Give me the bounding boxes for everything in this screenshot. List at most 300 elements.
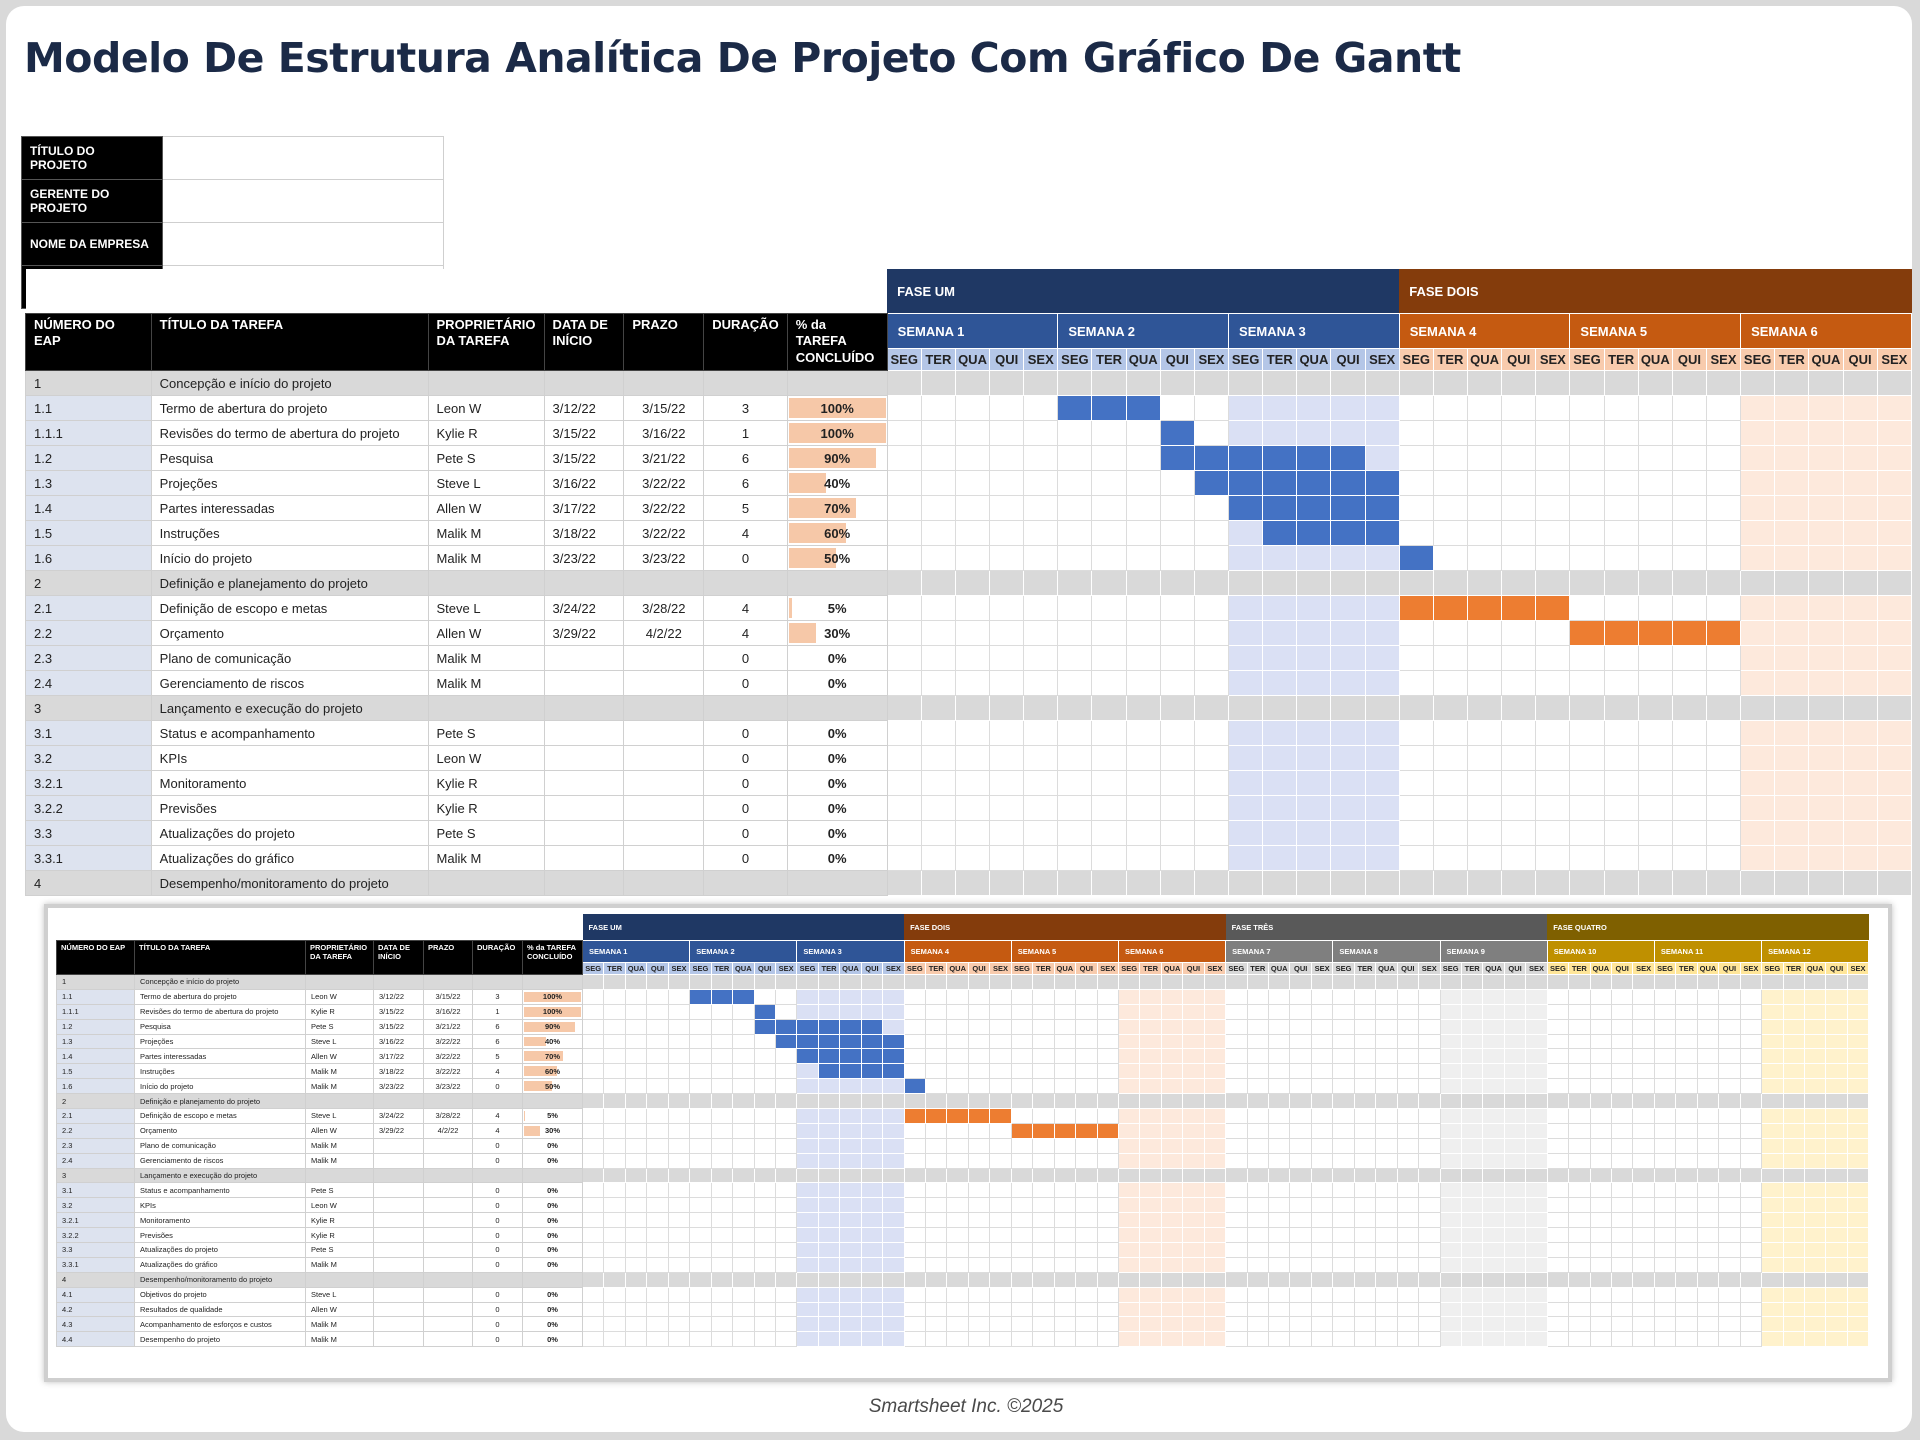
gantt-cell[interactable] xyxy=(1269,1213,1290,1228)
gantt-cell[interactable] xyxy=(1297,671,1331,696)
wbs-number[interactable]: 2 xyxy=(26,571,152,596)
start-date[interactable] xyxy=(544,821,624,846)
gantt-cell[interactable] xyxy=(1547,1272,1568,1287)
gantt-cell[interactable] xyxy=(1741,871,1775,896)
gantt-cell[interactable] xyxy=(1526,1138,1547,1153)
gantt-cell[interactable] xyxy=(904,975,925,990)
gantt-cell[interactable] xyxy=(883,1228,904,1243)
gantt-cell[interactable] xyxy=(1397,1064,1418,1079)
task-title[interactable]: Revisões do termo de abertura do projeto xyxy=(151,421,428,446)
gantt-cell[interactable] xyxy=(1226,1272,1247,1287)
gantt-cell[interactable] xyxy=(1054,1243,1075,1258)
gantt-cell[interactable] xyxy=(1809,496,1843,521)
gantt-cell[interactable] xyxy=(968,1049,989,1064)
gantt-cell[interactable] xyxy=(904,1138,925,1153)
gantt-cell[interactable] xyxy=(583,1034,604,1049)
wbs-number[interactable]: 1.4 xyxy=(57,1049,135,1064)
gantt-cell[interactable] xyxy=(1183,1287,1204,1302)
gantt-cell[interactable] xyxy=(1092,496,1126,521)
gantt-cell[interactable] xyxy=(1762,1257,1783,1272)
percent-complete[interactable] xyxy=(523,1034,583,1049)
gantt-cell[interactable] xyxy=(1461,1228,1482,1243)
gantt-cell[interactable] xyxy=(1547,1049,1568,1064)
gantt-cell[interactable] xyxy=(1638,821,1672,846)
gantt-cell[interactable] xyxy=(1672,521,1706,546)
gantt-cell[interactable] xyxy=(1160,621,1194,646)
gantt-cell[interactable] xyxy=(1354,975,1375,990)
gantt-cell[interactable] xyxy=(1654,1079,1675,1094)
gantt-cell[interactable] xyxy=(1226,1034,1247,1049)
gantt-cell[interactable] xyxy=(1570,596,1604,621)
gantt-cell[interactable] xyxy=(1676,1034,1697,1049)
gantt-cell[interactable] xyxy=(1590,1064,1611,1079)
start-date[interactable]: 3/16/22 xyxy=(544,471,624,496)
duration[interactable]: 0 xyxy=(704,796,787,821)
gantt-cell[interactable] xyxy=(1483,1183,1504,1198)
gantt-cell[interactable] xyxy=(840,1064,861,1079)
gantt-cell[interactable] xyxy=(947,1272,968,1287)
gantt-cell[interactable] xyxy=(1676,975,1697,990)
gantt-cell[interactable] xyxy=(1468,671,1502,696)
gantt-cell[interactable] xyxy=(1536,846,1570,871)
gantt-cell[interactable] xyxy=(904,1094,925,1109)
task-owner[interactable]: Pete S xyxy=(428,821,544,846)
gantt-cell[interactable] xyxy=(1331,596,1365,621)
gantt-cell[interactable] xyxy=(1633,1109,1654,1124)
gantt-cell[interactable] xyxy=(1775,821,1809,846)
gantt-cell[interactable] xyxy=(1740,1049,1761,1064)
gantt-cell[interactable] xyxy=(1719,1153,1740,1168)
gantt-cell[interactable] xyxy=(1483,1034,1504,1049)
gantt-cell[interactable] xyxy=(1076,1168,1097,1183)
gantt-cell[interactable] xyxy=(1526,1064,1547,1079)
gantt-cell[interactable] xyxy=(1843,821,1877,846)
gantt-cell[interactable] xyxy=(1676,1228,1697,1243)
task-title[interactable]: Instruções xyxy=(135,1064,306,1079)
due-date[interactable]: 3/16/22 xyxy=(424,1004,473,1019)
gantt-cell[interactable] xyxy=(1058,496,1092,521)
gantt-cell[interactable] xyxy=(1290,1243,1311,1258)
gantt-cell[interactable] xyxy=(754,1243,775,1258)
gantt-cell[interactable] xyxy=(1526,1228,1547,1243)
gantt-cell[interactable] xyxy=(604,975,625,990)
wbs-number[interactable]: 4.3 xyxy=(57,1317,135,1332)
gantt-cell[interactable] xyxy=(1504,1004,1525,1019)
gantt-cell[interactable] xyxy=(1399,796,1433,821)
due-date[interactable] xyxy=(624,796,704,821)
gantt-cell[interactable] xyxy=(733,989,754,1004)
gantt-cell[interactable] xyxy=(754,1257,775,1272)
gantt-cell[interactable] xyxy=(861,1272,882,1287)
start-date[interactable] xyxy=(544,696,624,721)
gantt-cell[interactable] xyxy=(921,421,955,446)
gantt-cell[interactable] xyxy=(1569,1109,1590,1124)
gantt-cell[interactable] xyxy=(1706,696,1740,721)
gantt-cell[interactable] xyxy=(1706,721,1740,746)
gantt-cell[interactable] xyxy=(754,1049,775,1064)
gantt-cell[interactable] xyxy=(1706,471,1740,496)
task-owner[interactable]: Pete S xyxy=(306,1019,374,1034)
gantt-cell[interactable] xyxy=(1076,1287,1097,1302)
gantt-cell[interactable] xyxy=(1783,1064,1804,1079)
gantt-cell[interactable] xyxy=(1706,871,1740,896)
gantt-cell[interactable] xyxy=(1263,771,1297,796)
gantt-cell[interactable] xyxy=(1762,1004,1783,1019)
due-date[interactable] xyxy=(624,821,704,846)
percent-complete[interactable] xyxy=(523,1317,583,1332)
start-date[interactable]: 3/29/22 xyxy=(374,1123,424,1138)
gantt-cell[interactable] xyxy=(1204,1123,1225,1138)
gantt-cell[interactable] xyxy=(1311,1109,1332,1124)
gantt-cell[interactable] xyxy=(904,1243,925,1258)
gantt-cell[interactable] xyxy=(711,1183,732,1198)
start-date[interactable]: 3/24/22 xyxy=(374,1109,424,1124)
gantt-cell[interactable] xyxy=(1547,1123,1568,1138)
gantt-cell[interactable] xyxy=(1468,721,1502,746)
task-owner[interactable]: Malik M xyxy=(306,1079,374,1094)
gantt-cell[interactable] xyxy=(1011,1019,1032,1034)
gantt-cell[interactable] xyxy=(1804,1034,1825,1049)
duration[interactable]: 0 xyxy=(473,1302,523,1317)
gantt-cell[interactable] xyxy=(1399,771,1433,796)
gantt-cell[interactable] xyxy=(1741,771,1775,796)
wbs-number[interactable]: 2.4 xyxy=(26,671,152,696)
gantt-cell[interactable] xyxy=(604,1287,625,1302)
gantt-cell[interactable] xyxy=(1783,1213,1804,1228)
gantt-cell[interactable] xyxy=(1468,796,1502,821)
gantt-cell[interactable] xyxy=(1263,696,1297,721)
gantt-cell[interactable] xyxy=(1826,1257,1847,1272)
gantt-cell[interactable] xyxy=(904,1109,925,1124)
gantt-cell[interactable] xyxy=(1468,571,1502,596)
start-date[interactable] xyxy=(374,1168,424,1183)
gantt-cell[interactable] xyxy=(1011,989,1032,1004)
gantt-cell[interactable] xyxy=(818,1198,839,1213)
gantt-cell[interactable] xyxy=(1502,596,1536,621)
task-title[interactable]: KPIs xyxy=(151,746,428,771)
gantt-cell[interactable] xyxy=(840,1332,861,1347)
gantt-cell[interactable] xyxy=(1783,1153,1804,1168)
gantt-cell[interactable] xyxy=(1569,1168,1590,1183)
gantt-cell[interactable] xyxy=(1092,596,1126,621)
gantt-cell[interactable] xyxy=(1229,696,1263,721)
gantt-cell[interactable] xyxy=(733,1019,754,1034)
gantt-cell[interactable] xyxy=(990,446,1024,471)
gantt-cell[interactable] xyxy=(625,1049,646,1064)
gantt-cell[interactable] xyxy=(947,1034,968,1049)
gantt-cell[interactable] xyxy=(968,1213,989,1228)
task-title[interactable]: Previsões xyxy=(135,1228,306,1243)
gantt-cell[interactable] xyxy=(1160,721,1194,746)
gantt-cell[interactable] xyxy=(1354,1153,1375,1168)
gantt-cell[interactable] xyxy=(1397,1287,1418,1302)
gantt-cell[interactable] xyxy=(1612,1034,1633,1049)
task-title[interactable]: Definição e planejamento do projeto xyxy=(135,1094,306,1109)
gantt-cell[interactable] xyxy=(990,1138,1011,1153)
gantt-cell[interactable] xyxy=(1376,1272,1397,1287)
percent-complete[interactable] xyxy=(787,396,887,421)
gantt-cell[interactable] xyxy=(926,975,947,990)
gantt-cell[interactable] xyxy=(583,1287,604,1302)
gantt-cell[interactable] xyxy=(1740,1079,1761,1094)
gantt-cell[interactable] xyxy=(990,571,1024,596)
gantt-cell[interactable] xyxy=(1461,1317,1482,1332)
gantt-cell[interactable] xyxy=(947,1317,968,1332)
gantt-cell[interactable] xyxy=(1547,975,1568,990)
gantt-cell[interactable] xyxy=(926,1228,947,1243)
task-owner[interactable]: Leon W xyxy=(428,746,544,771)
gantt-cell[interactable] xyxy=(1847,1228,1868,1243)
gantt-cell[interactable] xyxy=(1504,1243,1525,1258)
gantt-cell[interactable] xyxy=(1654,1257,1675,1272)
gantt-cell[interactable] xyxy=(1311,1064,1332,1079)
gantt-cell[interactable] xyxy=(1706,396,1740,421)
gantt-cell[interactable] xyxy=(1847,1198,1868,1213)
gantt-cell[interactable] xyxy=(1076,1243,1097,1258)
gantt-cell[interactable] xyxy=(1468,846,1502,871)
gantt-cell[interactable] xyxy=(1719,1109,1740,1124)
gantt-cell[interactable] xyxy=(1011,1153,1032,1168)
task-owner[interactable]: Leon W xyxy=(306,1198,374,1213)
gantt-cell[interactable] xyxy=(1440,1228,1461,1243)
gantt-cell[interactable] xyxy=(1226,1049,1247,1064)
gantt-cell[interactable] xyxy=(1247,1049,1268,1064)
task-owner[interactable]: Allen W xyxy=(428,496,544,521)
percent-complete[interactable] xyxy=(787,821,887,846)
gantt-cell[interactable] xyxy=(861,1198,882,1213)
gantt-cell[interactable] xyxy=(690,1257,711,1272)
duration[interactable]: 0 xyxy=(704,671,787,696)
task-title[interactable]: Termo de abertura do projeto xyxy=(135,989,306,1004)
task-title[interactable]: Atualizações do gráfico xyxy=(135,1257,306,1272)
gantt-cell[interactable] xyxy=(1058,446,1092,471)
gantt-cell[interactable] xyxy=(583,1079,604,1094)
duration[interactable]: 0 xyxy=(473,1332,523,1347)
gantt-cell[interactable] xyxy=(887,746,921,771)
gantt-cell[interactable] xyxy=(1719,1272,1740,1287)
gantt-cell[interactable] xyxy=(1804,1004,1825,1019)
gantt-cell[interactable] xyxy=(1333,1123,1354,1138)
gantt-cell[interactable] xyxy=(883,1198,904,1213)
gantt-cell[interactable] xyxy=(1570,796,1604,821)
gantt-cell[interactable] xyxy=(1672,471,1706,496)
gantt-cell[interactable] xyxy=(1843,596,1877,621)
gantt-cell[interactable] xyxy=(1719,1123,1740,1138)
gantt-cell[interactable] xyxy=(1269,1153,1290,1168)
wbs-number[interactable]: 2.1 xyxy=(57,1109,135,1124)
gantt-cell[interactable] xyxy=(1590,1302,1611,1317)
gantt-cell[interactable] xyxy=(1741,721,1775,746)
gantt-cell[interactable] xyxy=(955,521,989,546)
gantt-cell[interactable] xyxy=(733,1064,754,1079)
gantt-cell[interactable] xyxy=(711,1109,732,1124)
wbs-number[interactable]: 1.2 xyxy=(57,1019,135,1034)
gantt-cell[interactable] xyxy=(1269,1257,1290,1272)
gantt-cell[interactable] xyxy=(1440,1287,1461,1302)
gantt-cell[interactable] xyxy=(1440,1034,1461,1049)
gantt-cell[interactable] xyxy=(1706,546,1740,571)
gantt-cell[interactable] xyxy=(1547,1183,1568,1198)
gantt-cell[interactable] xyxy=(818,1153,839,1168)
task-owner[interactable]: Leon W xyxy=(428,396,544,421)
gantt-cell[interactable] xyxy=(1826,1317,1847,1332)
gantt-cell[interactable] xyxy=(647,1153,668,1168)
gantt-cell[interactable] xyxy=(1633,1019,1654,1034)
gantt-cell[interactable] xyxy=(1843,871,1877,896)
gantt-cell[interactable] xyxy=(1847,1094,1868,1109)
duration[interactable] xyxy=(473,1272,523,1287)
due-date[interactable]: 3/22/22 xyxy=(424,1034,473,1049)
gantt-cell[interactable] xyxy=(1290,1019,1311,1034)
gantt-cell[interactable] xyxy=(1290,1049,1311,1064)
gantt-cell[interactable] xyxy=(1638,771,1672,796)
gantt-cell[interactable] xyxy=(1194,796,1228,821)
gantt-cell[interactable] xyxy=(1826,1183,1847,1198)
gantt-cell[interactable] xyxy=(1247,1168,1268,1183)
gantt-cell[interactable] xyxy=(625,1332,646,1347)
gantt-cell[interactable] xyxy=(1570,396,1604,421)
gantt-cell[interactable] xyxy=(1433,371,1467,396)
gantt-cell[interactable] xyxy=(1399,496,1433,521)
gantt-cell[interactable] xyxy=(1843,846,1877,871)
gantt-cell[interactable] xyxy=(1847,975,1868,990)
percent-complete[interactable] xyxy=(523,1109,583,1124)
gantt-cell[interactable] xyxy=(1483,1317,1504,1332)
start-date[interactable] xyxy=(374,975,424,990)
gantt-cell[interactable] xyxy=(1483,989,1504,1004)
gantt-cell[interactable] xyxy=(1504,1228,1525,1243)
gantt-cell[interactable] xyxy=(1502,471,1536,496)
gantt-cell[interactable] xyxy=(625,1198,646,1213)
gantt-cell[interactable] xyxy=(1376,1287,1397,1302)
gantt-cell[interactable] xyxy=(1461,1138,1482,1153)
start-date[interactable] xyxy=(374,1257,424,1272)
gantt-cell[interactable] xyxy=(1054,1228,1075,1243)
gantt-cell[interactable] xyxy=(711,1228,732,1243)
gantt-cell[interactable] xyxy=(1719,1213,1740,1228)
percent-complete[interactable] xyxy=(523,1153,583,1168)
gantt-cell[interactable] xyxy=(604,1123,625,1138)
gantt-cell[interactable] xyxy=(904,989,925,1004)
gantt-cell[interactable] xyxy=(1033,1302,1054,1317)
gantt-cell[interactable] xyxy=(990,821,1024,846)
gantt-cell[interactable] xyxy=(947,1332,968,1347)
gantt-cell[interactable] xyxy=(955,696,989,721)
gantt-cell[interactable] xyxy=(754,1138,775,1153)
gantt-cell[interactable] xyxy=(1719,989,1740,1004)
gantt-cell[interactable] xyxy=(968,1109,989,1124)
gantt-cell[interactable] xyxy=(711,1317,732,1332)
gantt-cell[interactable] xyxy=(1183,1243,1204,1258)
gantt-cell[interactable] xyxy=(1638,846,1672,871)
gantt-cell[interactable] xyxy=(968,1332,989,1347)
gantt-cell[interactable] xyxy=(1033,975,1054,990)
gantt-cell[interactable] xyxy=(1826,1287,1847,1302)
gantt-cell[interactable] xyxy=(1826,1049,1847,1064)
gantt-cell[interactable] xyxy=(1672,721,1706,746)
gantt-cell[interactable] xyxy=(1226,1302,1247,1317)
gantt-cell[interactable] xyxy=(1194,471,1228,496)
gantt-cell[interactable] xyxy=(1536,546,1570,571)
gantt-cell[interactable] xyxy=(1140,1034,1161,1049)
gantt-cell[interactable] xyxy=(1604,746,1638,771)
gantt-cell[interactable] xyxy=(887,821,921,846)
gantt-cell[interactable] xyxy=(1376,1049,1397,1064)
gantt-cell[interactable] xyxy=(1612,1228,1633,1243)
wbs-number[interactable]: 1 xyxy=(57,975,135,990)
gantt-cell[interactable] xyxy=(1397,1317,1418,1332)
gantt-cell[interactable] xyxy=(711,989,732,1004)
gantt-cell[interactable] xyxy=(1399,821,1433,846)
gantt-cell[interactable] xyxy=(1483,1019,1504,1034)
gantt-cell[interactable] xyxy=(1118,1064,1139,1079)
gantt-cell[interactable] xyxy=(1741,846,1775,871)
gantt-cell[interactable] xyxy=(647,1094,668,1109)
gantt-cell[interactable] xyxy=(604,1257,625,1272)
gantt-cell[interactable] xyxy=(1612,1287,1633,1302)
gantt-cell[interactable] xyxy=(1097,1243,1118,1258)
gantt-cell[interactable] xyxy=(990,1183,1011,1198)
gantt-cell[interactable] xyxy=(1419,1034,1440,1049)
gantt-cell[interactable] xyxy=(1502,796,1536,821)
gantt-cell[interactable] xyxy=(1183,1213,1204,1228)
gantt-cell[interactable] xyxy=(733,1168,754,1183)
gantt-cell[interactable] xyxy=(1204,1109,1225,1124)
gantt-cell[interactable] xyxy=(1654,1198,1675,1213)
gantt-cell[interactable] xyxy=(1504,1109,1525,1124)
gantt-cell[interactable] xyxy=(1297,421,1331,446)
due-date[interactable]: 3/28/22 xyxy=(424,1109,473,1124)
gantt-cell[interactable] xyxy=(1397,1004,1418,1019)
percent-complete[interactable] xyxy=(787,746,887,771)
gantt-cell[interactable] xyxy=(1058,871,1092,896)
gantt-cell[interactable] xyxy=(1331,396,1365,421)
gantt-cell[interactable] xyxy=(1547,1138,1568,1153)
gantt-cell[interactable] xyxy=(1719,1332,1740,1347)
gantt-cell[interactable] xyxy=(625,1094,646,1109)
gantt-cell[interactable] xyxy=(1054,1123,1075,1138)
gantt-cell[interactable] xyxy=(1054,1183,1075,1198)
gantt-cell[interactable] xyxy=(887,446,921,471)
percent-complete[interactable] xyxy=(787,571,887,596)
gantt-cell[interactable] xyxy=(1877,371,1911,396)
gantt-cell[interactable] xyxy=(1354,1049,1375,1064)
gantt-cell[interactable] xyxy=(883,1049,904,1064)
gantt-cell[interactable] xyxy=(1263,571,1297,596)
gantt-cell[interactable] xyxy=(1058,646,1092,671)
task-title[interactable]: Projeções xyxy=(135,1034,306,1049)
gantt-cell[interactable] xyxy=(1483,1138,1504,1153)
gantt-cell[interactable] xyxy=(904,1317,925,1332)
gantt-cell[interactable] xyxy=(1126,471,1160,496)
task-owner[interactable]: Leon W xyxy=(306,989,374,1004)
percent-complete[interactable] xyxy=(523,1183,583,1198)
gantt-cell[interactable] xyxy=(1502,496,1536,521)
gantt-cell[interactable] xyxy=(1140,1183,1161,1198)
gantt-cell[interactable] xyxy=(921,796,955,821)
gantt-cell[interactable] xyxy=(990,521,1024,546)
gantt-cell[interactable] xyxy=(1161,1317,1182,1332)
start-date[interactable] xyxy=(374,1138,424,1153)
gantt-cell[interactable] xyxy=(926,1198,947,1213)
gantt-cell[interactable] xyxy=(1762,1034,1783,1049)
gantt-cell[interactable] xyxy=(1140,989,1161,1004)
gantt-cell[interactable] xyxy=(1741,671,1775,696)
gantt-cell[interactable] xyxy=(1762,1228,1783,1243)
gantt-cell[interactable] xyxy=(1263,396,1297,421)
gantt-cell[interactable] xyxy=(1229,746,1263,771)
gantt-cell[interactable] xyxy=(1847,989,1868,1004)
